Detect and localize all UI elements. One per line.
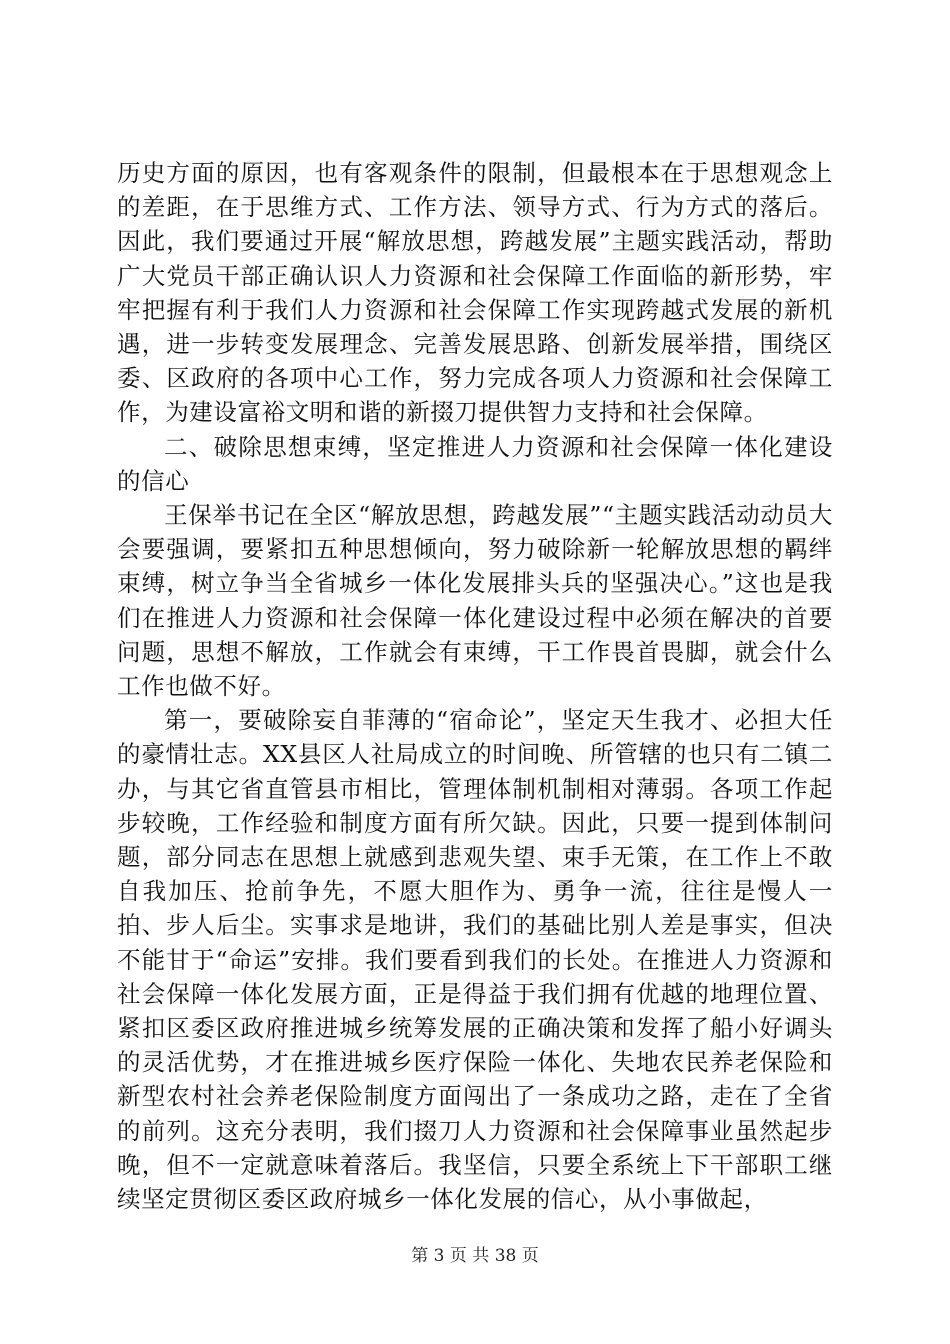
section-heading: 二、破除思想束缚，坚定推进人力资源和社会保障一体化建设的信心 [117,432,833,495]
document-body [117,156,833,1216]
paragraph-speech-quote: 王保举书记在全区“解放思想，跨越发展”“主题实践活动动员大会要强调，要紧扣五种思想倾向，努力破除新一轮解放思想的羁绊束缚，树立争当全省城乡一体化发展排头兵的坚强决心。”这也是我们在推进人力资源和社会保障一体化建设过程中必须在解决的首要问题，思想不解放，工作就会有束缚，干工作畏首畏脚，就会什么工作也做不好。 [117,501,833,701]
paragraph-first-point: 第一，要破除妄自菲薄的“宿命论”，坚定天生我才、必担大任的豪情壮志。XX县区人社局成立的时间晚、所管辖的也只有二镇二办，与其它省直管县市相比，管理体制机制相对薄弱。各项工作起步较晚，工作经验和制度方面有所欠缺。因此，只要一提到体制问题，部分同志在思想上就感到悲观失望、束手无策，在工作上不敢自我加压、抢前争先，不愿大胆作为、勇争一流，往往是慢人一拍、步人后尘。实事求是地讲，我们的基础比别人差是事实，但决不能甘于“命运”安排。我们要看到我们的长处。在推进人力资源和社会保障一体化发展方面，正是得益于我们拥有优越的地理位置、紧扣区委区政府推进城乡统筹发展的正确决策和发挥了船小好调头的灵活优势，才在推进城乡医疗保险一体化、失地农民养老保险和新型农村社会养老保险制度方面闯出了一条成功之路，走在了全省的前列。这充分表明，我们掇刀人力资源和社会保障事业虽然起步晚，但不一定就意味着落后。我坚信，只要全系统上下干部职工继续坚定贯彻区委区政府城乡一体化发展的信心，从小事做起， [117,706,833,1214]
page-number-footer: 第 3 页 共 38 页 [411,1246,539,1266]
paragraph-continuation: 历史方面的原因，也有客观条件的限制，但最根本在于思想观念上的差距，在于思维方式、工作方法、领导方式、行为方式的落后。因此，我们要通过开展“解放思想，跨越发展”主题实践活动，帮助广大党员干部正确认识人力资源和社会保障工作面临的新形势，牢牢把握有利于我们人力资源和社会保障工作实现跨越式发展的新机遇，进一步转变发展理念、完善发展思路、创新发展举措，围绕区委、区政府的各项中心工作，努力完成各项人力资源和社会保障工作，为建设富裕文明和谐的新掇刀提供智力支持和社会保障。 [117,159,833,427]
